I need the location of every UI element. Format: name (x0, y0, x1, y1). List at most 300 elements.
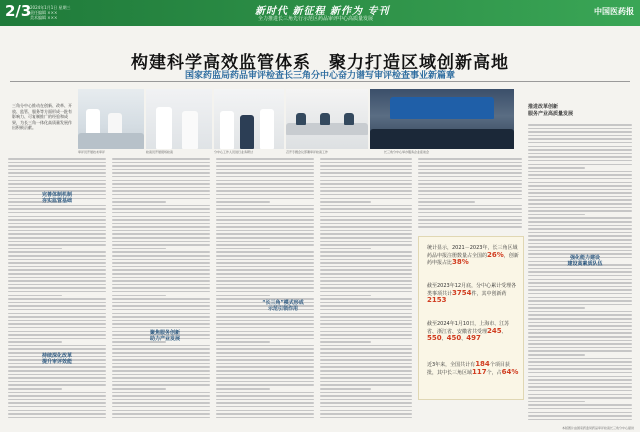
text-line (320, 284, 412, 286)
text-line (216, 327, 314, 329)
text-line (8, 280, 106, 282)
text-line (418, 226, 522, 228)
text-line (320, 266, 412, 268)
text-line (112, 223, 210, 225)
text-line (320, 327, 412, 329)
text-line (528, 135, 632, 137)
text-line (216, 352, 314, 354)
text-line (320, 269, 412, 271)
text-line (216, 384, 314, 386)
issue-editor: 责任编辑 ××× (30, 10, 58, 15)
text-line (528, 307, 585, 309)
text-line (418, 223, 522, 225)
text-line (418, 165, 522, 167)
text-line (8, 417, 106, 419)
text-line (8, 410, 106, 412)
text-line (216, 395, 314, 397)
text-line (528, 178, 632, 180)
text-line (320, 273, 412, 275)
photo-inspection (146, 89, 212, 149)
photo-caption: 召开专题会议部署审评检查工作 (286, 150, 329, 154)
figure-person (320, 113, 330, 125)
text-line (112, 327, 210, 329)
text-line (8, 241, 106, 243)
text-line (8, 230, 106, 232)
text-line (216, 158, 314, 160)
text-line (320, 323, 412, 325)
text-line (8, 187, 106, 189)
text-line (8, 165, 106, 167)
text-line (320, 237, 412, 239)
text-line (528, 138, 632, 140)
text-line (528, 124, 632, 126)
photo-caption: 长三角分中心举办服务企业座谈会 (384, 150, 430, 154)
text-line (320, 352, 412, 354)
text-line (216, 334, 314, 336)
text-line (528, 282, 632, 284)
text-line (528, 225, 632, 227)
photo-discussion (214, 89, 284, 149)
text-line (112, 205, 210, 207)
text-line (8, 277, 106, 279)
text-line (320, 334, 412, 336)
text-line (320, 165, 412, 167)
text-line (216, 230, 314, 232)
text-line (8, 183, 106, 185)
text-line (528, 142, 632, 144)
text-line (320, 370, 412, 372)
text-line (320, 205, 412, 207)
text-line (528, 128, 632, 130)
text-line (112, 280, 210, 282)
text-line (8, 251, 106, 253)
section-subhead: “长三角”模式形成 示范引领作用 (262, 300, 304, 312)
text-line (528, 167, 585, 169)
text-line (528, 304, 632, 306)
text-line (112, 352, 210, 354)
text-line (320, 183, 412, 185)
text-line (320, 158, 412, 160)
text-line (216, 356, 314, 358)
text-line (112, 384, 210, 386)
text-line (112, 237, 210, 239)
stat-paragraph: 截至2024年1月10日，上海市、江苏省、浙江省、安徽省共受理245、550、450、497 (427, 321, 510, 342)
text-line (112, 180, 210, 182)
text-line (216, 248, 270, 250)
page-headline: 构建科学高效监管体系 聚力打造区域创新高地 (131, 53, 509, 73)
text-line (320, 194, 412, 196)
text-line (112, 402, 210, 404)
text-line (112, 162, 210, 164)
text-line (320, 305, 412, 307)
text-line (320, 162, 412, 164)
text-line (216, 313, 314, 315)
stat-paragraph: 近3年来，全国共计有184个项目获批，其中长三角区域117个，占64% (427, 360, 519, 376)
text-line (112, 313, 210, 315)
text-line (8, 259, 106, 261)
text-line (528, 394, 632, 396)
text-line (528, 196, 632, 198)
text-line (112, 377, 210, 379)
text-line (320, 413, 412, 415)
photo-meeting (286, 89, 368, 149)
text-line (528, 235, 632, 237)
text-line (320, 313, 412, 315)
text-line (8, 377, 106, 379)
text-line (112, 309, 210, 311)
text-line (112, 284, 210, 286)
text-line (216, 323, 314, 325)
text-line (528, 408, 632, 410)
text-line (112, 251, 210, 253)
text-line (216, 287, 314, 289)
photo-forum (370, 89, 514, 149)
text-line (528, 329, 632, 331)
text-line (320, 356, 412, 358)
text-line (216, 233, 314, 235)
text-line (216, 176, 314, 178)
text-line (528, 243, 632, 245)
text-line (216, 402, 314, 404)
text-line (528, 182, 632, 184)
text-line (528, 350, 632, 352)
text-line (320, 255, 412, 257)
banner-slogan: 新时代 新征程 新作为 专刊 (255, 6, 390, 17)
section-subhead: 强化能力建设 建设高素质队伍 (567, 255, 603, 267)
text-line (528, 325, 632, 327)
text-line (112, 320, 210, 322)
text-line (216, 388, 270, 390)
text-line (320, 241, 412, 243)
text-line (320, 410, 412, 412)
text-line (8, 266, 106, 268)
text-line (216, 280, 314, 282)
text-line (8, 309, 106, 311)
text-line (216, 180, 314, 182)
issue-meta (30, 5, 90, 20)
text-line (320, 230, 412, 232)
text-line (528, 293, 632, 295)
text-line (528, 271, 632, 273)
text-line (320, 262, 412, 264)
text-line (528, 386, 632, 388)
text-line (528, 289, 632, 291)
text-line (320, 363, 412, 365)
text-line (528, 354, 585, 356)
text-line (112, 226, 210, 228)
text-line (528, 156, 632, 158)
text-line (418, 183, 522, 185)
text-line (528, 332, 632, 334)
text-column (216, 158, 314, 423)
text-line (216, 331, 314, 333)
text-line (112, 345, 210, 347)
text-line (8, 392, 106, 394)
text-line (216, 374, 314, 376)
text-line (320, 374, 412, 376)
page-number: 2/3 (5, 2, 32, 20)
text-line (112, 273, 210, 275)
text-line (112, 366, 210, 368)
text-line (528, 314, 632, 316)
text-line (320, 190, 412, 192)
text-line (320, 233, 412, 235)
text-line (320, 388, 371, 390)
sidebar-heading-line: 推进改革创新 (528, 104, 559, 110)
text-line (320, 187, 412, 189)
figure-person (220, 111, 234, 149)
text-line (8, 413, 106, 415)
statistics-box (418, 236, 524, 400)
text-line (112, 219, 210, 221)
text-line (8, 402, 106, 404)
text-line (216, 187, 314, 189)
text-line (418, 190, 522, 192)
text-line (216, 399, 314, 401)
text-line (528, 279, 632, 281)
text-line (216, 417, 314, 419)
text-line (216, 212, 314, 214)
page-subheadline: 国家药监局药品审评检查长三角分中心奋力谱写审评检查事业新篇章 (184, 71, 455, 81)
text-line (418, 172, 522, 174)
issue-art-editor: 美术编辑 ××× (30, 15, 58, 20)
text-line (112, 194, 210, 196)
text-line (528, 217, 632, 219)
text-line (216, 273, 314, 275)
text-line (216, 370, 314, 372)
text-line (320, 384, 412, 386)
text-line (418, 162, 522, 164)
text-line (528, 164, 632, 166)
text-line (216, 205, 314, 207)
text-line (8, 212, 106, 214)
photo-caption: 检查员开展现场检查 (146, 150, 174, 154)
text-line (112, 248, 166, 250)
text-line (216, 363, 314, 365)
text-line (8, 384, 106, 386)
text-line (112, 176, 210, 178)
text-line (216, 348, 314, 350)
text-line (528, 192, 632, 194)
text-line (528, 318, 632, 320)
text-line (418, 219, 522, 221)
text-line (216, 262, 314, 264)
text-line (216, 366, 314, 368)
text-line (112, 216, 210, 218)
divider (10, 81, 630, 82)
text-line (8, 248, 62, 250)
text-line (216, 244, 314, 246)
text-line (216, 284, 314, 286)
text-line (8, 180, 106, 182)
text-line (528, 361, 632, 363)
text-line (216, 259, 314, 261)
text-line (528, 365, 632, 367)
text-line (216, 255, 314, 257)
text-line (418, 216, 522, 218)
figure-person (156, 107, 172, 149)
text-line (112, 169, 210, 171)
stat-paragraph: 统计显示，2021－2023年，长三角区域药品申报注册数量占全国的26%，创新药申报占比38% (427, 245, 519, 266)
text-line (216, 345, 314, 347)
text-line (112, 241, 210, 243)
text-line (216, 277, 314, 279)
text-line (320, 381, 412, 383)
text-line (112, 302, 210, 304)
text-line (112, 417, 210, 419)
text-line (528, 171, 632, 173)
text-line (418, 205, 522, 207)
text-line (528, 199, 632, 201)
text-line (112, 374, 210, 376)
text-line (320, 345, 412, 347)
text-line (8, 341, 62, 343)
text-line (112, 392, 210, 394)
text-line (216, 291, 314, 293)
text-line (216, 295, 270, 297)
text-line (8, 381, 106, 383)
text-line (528, 210, 632, 212)
text-line (528, 376, 632, 378)
text-column (320, 158, 412, 423)
text-line (528, 268, 632, 270)
text-line (112, 201, 166, 203)
text-line (8, 316, 106, 318)
text-line (528, 275, 632, 277)
text-line (8, 366, 106, 368)
text-line (418, 169, 522, 171)
text-line (320, 395, 412, 397)
text-line (528, 347, 632, 349)
text-line (320, 219, 412, 221)
text-line (112, 291, 210, 293)
text-line (8, 406, 106, 408)
page-footer: 本版图片由国家药监局药品审评检查长三角分中心提供 (561, 426, 634, 430)
text-column (528, 124, 632, 423)
text-line (112, 316, 210, 318)
text-line (112, 370, 210, 372)
text-line (528, 415, 632, 417)
text-line (216, 190, 314, 192)
text-line (528, 246, 632, 248)
text-line (216, 172, 314, 174)
section-subhead: 持续深化改革 提升审评效能 (41, 353, 72, 365)
text-line (320, 169, 412, 171)
text-line (320, 259, 412, 261)
text-line (528, 174, 632, 176)
text-line (528, 311, 632, 313)
text-line (8, 262, 106, 264)
text-line (528, 383, 632, 385)
text-line (320, 198, 412, 200)
text-line (320, 176, 412, 178)
text-line (320, 377, 412, 379)
text-line (8, 295, 62, 297)
text-line (320, 212, 412, 214)
text-line (112, 298, 210, 300)
text-line (8, 284, 106, 286)
text-line (216, 381, 314, 383)
paper-logo: 中国医药报 (594, 7, 634, 16)
photo-caption: 分中心工作人员进行业务研讨 (214, 150, 254, 154)
text-line (216, 226, 314, 228)
text-line (216, 241, 314, 243)
text-line (216, 316, 314, 318)
text-line (216, 406, 314, 408)
figure-person (260, 109, 274, 149)
text-line (216, 251, 314, 253)
text-line (112, 230, 210, 232)
text-line (528, 146, 632, 148)
text-line (8, 269, 106, 271)
text-line (418, 212, 522, 214)
text-line (112, 395, 210, 397)
text-line (320, 251, 412, 253)
text-line (216, 266, 314, 268)
text-line (112, 190, 210, 192)
text-line (528, 185, 632, 187)
text-line (112, 262, 210, 264)
text-line (418, 187, 522, 189)
text-line (8, 370, 106, 372)
text-line (418, 208, 522, 210)
text-line (8, 226, 106, 228)
text-line (418, 194, 522, 196)
text-line (112, 348, 210, 350)
text-line (8, 172, 106, 174)
text-line (320, 309, 412, 311)
text-line (528, 340, 632, 342)
text-line (216, 341, 270, 343)
text-line (216, 359, 314, 361)
figure-person (240, 115, 254, 149)
text-line (8, 255, 106, 257)
text-line (8, 395, 106, 397)
text-line (320, 338, 412, 340)
text-line (112, 359, 210, 361)
text-line (8, 388, 62, 390)
text-line (528, 322, 632, 324)
text-line (528, 239, 632, 241)
text-line (8, 219, 106, 221)
text-line (8, 305, 106, 307)
text-line (112, 266, 210, 268)
figure-person (344, 113, 354, 125)
text-line (112, 244, 210, 246)
text-line (320, 216, 412, 218)
text-line (216, 162, 314, 164)
section-subhead: 聚焦服务创新 助力产业发展 (149, 330, 180, 342)
lead-paragraph: 三角分中心推动在创新、改革、开放、监管、服务等方面形成一批有影响力、可复制推广的经验和成果，为长三角一体化高质量发展作出积极贡献。 (12, 103, 72, 130)
text-line (112, 183, 210, 185)
text-line (216, 201, 270, 203)
text-line (320, 248, 371, 250)
text-line (320, 392, 412, 394)
text-line (112, 198, 210, 200)
text-line (8, 158, 106, 160)
text-line (216, 169, 314, 171)
text-line (112, 233, 210, 235)
text-line (8, 331, 106, 333)
text-line (528, 397, 632, 399)
text-line (528, 297, 632, 299)
text-line (8, 323, 106, 325)
text-line (320, 359, 412, 361)
text-line (418, 158, 522, 160)
text-line (320, 287, 412, 289)
text-line (216, 216, 314, 218)
text-line (320, 316, 412, 318)
